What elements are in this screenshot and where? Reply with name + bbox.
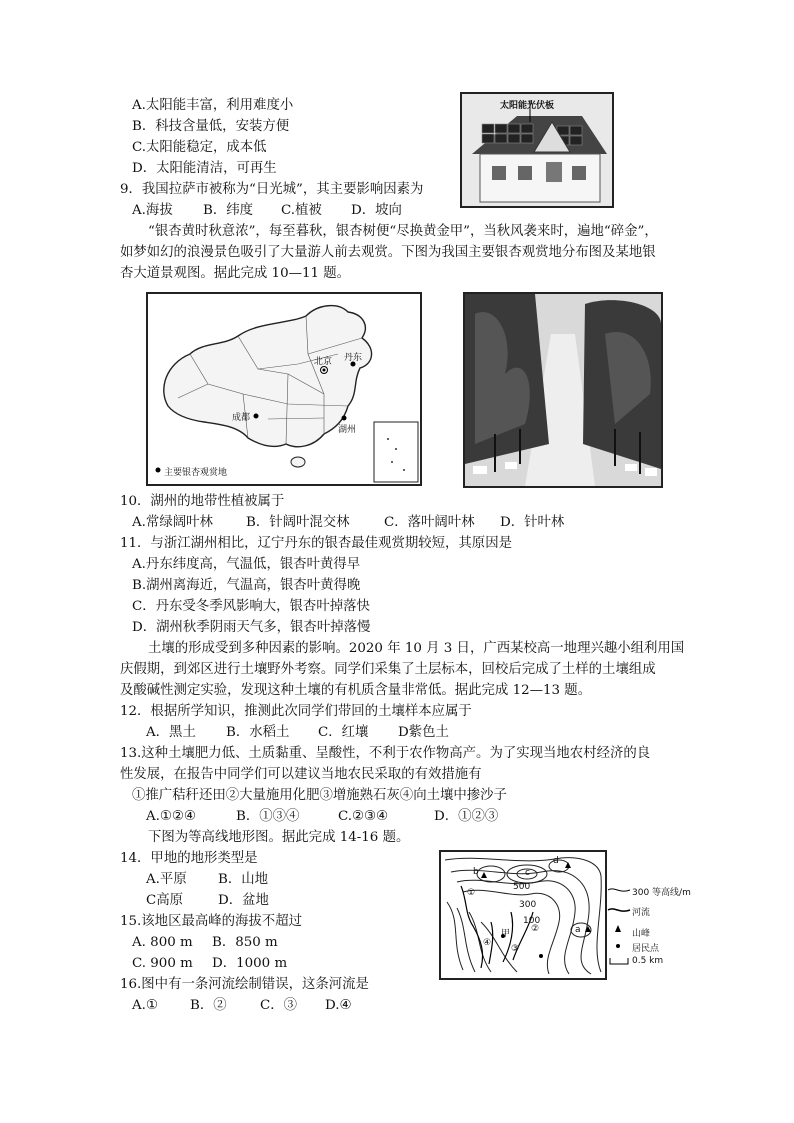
q12-option-a: A．黑土: [146, 725, 196, 740]
contour-label-jia: 甲: [501, 929, 511, 939]
q12-stem: 12．根据所学知识，推测此次同学们带回的土壤样本应属于: [120, 704, 472, 719]
q13-stem-line1: 13.这种土壤肥力低、土质黏重、呈酸性，不利于农作物高产。为了实现当地农村经济的良: [120, 746, 651, 761]
q14-option-d: D．盆地: [218, 893, 269, 908]
q10-stem: 10．湖州的地带性植被属于: [120, 494, 285, 509]
q14-option-c: C高原: [146, 893, 184, 908]
ginkgo-passage-line3: 杏大道景观图。据此完成 10—11 题。: [120, 266, 351, 281]
contour-intro: 下图为等高线地形图。据此完成 14-16 题。: [148, 830, 410, 845]
q9-option-a: A.海拔: [132, 203, 173, 218]
q16-option-b: B．②: [190, 998, 227, 1013]
q11-option-c: C．丹东受冬季风影响大，银杏叶掉落快: [132, 599, 370, 614]
contour-river-2: ②: [531, 924, 540, 934]
contour-river-1: ①: [467, 888, 476, 898]
soil-passage-line1: 土壤的形成受到多种因素的影响。2020 年 10 月 3 日，广西某校高一地理兴趣小组利用国: [148, 641, 685, 656]
map-label-beijing: 北京: [314, 357, 333, 367]
q15-option-a: A. 800 m: [132, 935, 193, 950]
q9-option-d: D．坡向: [351, 203, 402, 218]
q16-option-a: A.①: [132, 998, 158, 1013]
map-label-huzhou: 湖州: [338, 425, 357, 435]
map-legend: 主要银杏观赏地: [164, 468, 228, 478]
q15-stem: 15.该地区最高峰的海拔不超过: [120, 914, 302, 929]
contour-label-d: d: [553, 856, 559, 866]
q10-option-b: B．针阔叶混交林: [246, 515, 350, 530]
q14-option-b: B．山地: [218, 872, 269, 887]
q13-measures: ①推广秸秆还田②大量施用化肥③增施熟石灰④向土壤中掺沙子: [132, 788, 507, 803]
q13-option-d: D．①②③: [434, 809, 499, 824]
contour-river-3: ③: [511, 944, 520, 954]
q16-option-d: D.④: [325, 998, 352, 1013]
q16-stem: 16.图中有一条河流绘制错误，这条河流是: [120, 977, 369, 992]
contour-map: [439, 850, 607, 980]
map-label-chengdu: 成都: [232, 413, 251, 423]
q15-option-c: C. 900 m: [132, 956, 193, 971]
q10-option-c: C．落叶阔叶林: [384, 515, 475, 530]
china-map-outline: [148, 294, 420, 484]
solar-house-photo: [460, 92, 614, 208]
q14-option-a: A.平原: [146, 872, 187, 887]
legend-peak-label: 山峰: [632, 929, 651, 939]
ginkgo-passage-line1: “银杏黄时秋意浓”，每至暮秋，银杏树便“尽换黄金甲”，当秋风袭来时，遍地“碎金”，: [148, 224, 658, 239]
contour-lines: [441, 852, 605, 978]
q13-option-a: A.①②④: [146, 809, 196, 824]
solar-panel-label: 太阳能光伏板: [500, 101, 555, 111]
q11-option-d: D．湖州秋季阴雨天气多，银杏叶掉落慢: [132, 620, 371, 635]
q9-stem: 9．我国拉萨市被称为“日光城”，其主要影响因素为: [120, 182, 424, 197]
contour-label-b: b: [473, 867, 479, 877]
q10-option-d: D．针叶林: [500, 515, 565, 530]
china-ginkgo-map: [146, 292, 422, 486]
q15-option-d: D．1000 m: [212, 956, 288, 971]
q12-option-d: D紫色土: [398, 725, 449, 740]
legend-settlement-label: 居民点: [632, 944, 660, 954]
q9-option-b: B．纬度: [203, 203, 254, 218]
map-label-dandong: 丹东: [344, 353, 363, 363]
contour-label-500: 500: [513, 882, 531, 892]
q11-stem: 11．与浙江湖州相比，辽宁丹东的银杏最佳观赏期较短，其原因是: [120, 536, 512, 551]
contour-label-100: 100: [523, 916, 541, 926]
q11-option-a: A.丹东纬度高，气温低，银杏叶黄得早: [132, 557, 361, 572]
q13-stem-line2: 性发展，在报告中同学们可以建议当地农民采取的有效措施有: [120, 767, 482, 782]
contour-river-4: ④: [483, 938, 492, 948]
contour-label-a: a: [575, 925, 581, 935]
legend-scale-label: 0.5 km: [632, 956, 664, 966]
legend-contour-label: 300 等高线/m: [632, 888, 691, 898]
contour-label-c: c: [525, 868, 530, 878]
q15-option-b: B．850 m: [212, 935, 278, 950]
q10-option-a: A.常绿阔叶林: [132, 515, 213, 530]
q16-option-c: C．③: [260, 998, 298, 1013]
soil-passage-line3: 及酸碱性测定实验，发现这种土壤的有机质含量非常低。据此完成 12—13 题。: [120, 683, 592, 698]
q14-stem: 14．甲地的地形类型是: [120, 851, 258, 866]
ginkgo-avenue-photo: [463, 292, 663, 488]
contour-legend-symbols: [606, 882, 632, 966]
q8-option-c: C.太阳能稳定，成本低: [132, 140, 267, 155]
ginkgo-avenue-illustration: [465, 294, 661, 486]
q11-option-b: B.湖州离海近，气温高，银杏叶黄得晚: [132, 578, 361, 593]
q8-option-d: D．太阳能清洁，可再生: [132, 161, 277, 176]
legend-river-label: 河流: [632, 908, 651, 918]
ginkgo-passage-line2: 如梦如幻的浪漫景色吸引了大量游人前去观赏。下图为我国主要银杏观赏地分布图及某地银: [120, 245, 656, 260]
q8-option-a: A.太阳能丰富，利用难度小: [132, 98, 294, 113]
q13-option-c: C.②③④: [338, 809, 389, 824]
contour-label-300: 300: [519, 900, 537, 910]
q13-option-b: B．①③④: [236, 809, 300, 824]
q9-option-c: C.植被: [281, 203, 322, 218]
q12-option-b: B．水稻土: [226, 725, 290, 740]
soil-passage-line2: 庆假期，到郊区进行土壤野外考察。同学们采集了土层标本，回校后完成了土样的土壤组成: [120, 662, 656, 677]
q8-option-b: B．科技含量低，安装方便: [132, 119, 290, 134]
q12-option-c: C．红壤: [318, 725, 369, 740]
